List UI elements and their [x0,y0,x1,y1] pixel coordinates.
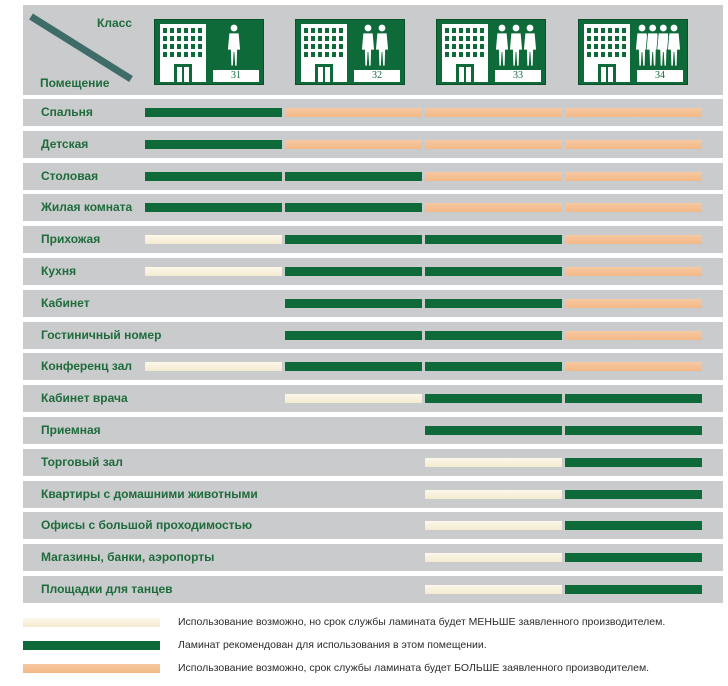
room-label: Прихожая [41,232,101,246]
suitability-bar-more [565,299,702,308]
class-number-label: 32 [354,70,400,82]
legend-text-less: Использование возможно, но срок службы ламината будет МЕНЬШЕ заявленного производителем. [178,616,666,628]
person-icon [376,25,389,66]
room-row [23,226,723,253]
suitability-bar-recommended [425,394,562,403]
suitability-bar-recommended [145,203,282,212]
legend-swatch-more [23,664,160,673]
person-icon [510,25,523,66]
suitability-bar-recommended [285,235,422,244]
suitability-bar-more [565,362,702,371]
room-row [23,385,723,412]
suitability-bar-less [425,553,562,562]
column-axis-label: Класс [97,16,132,30]
suitability-bar-recommended [425,235,562,244]
suitability-bar-recommended [285,172,422,181]
person-icon [362,25,375,66]
class-number-label: 34 [637,70,683,82]
class-icon-3 [436,19,546,85]
building-icon [442,24,488,82]
room-label: Жилая комната [41,200,133,214]
room-label: Кухня [41,264,77,278]
suitability-bar-less [425,585,562,594]
class-number-label: 33 [495,70,541,82]
room-label: Кабинет врача [41,391,128,405]
room-row [23,290,723,317]
room-label: Магазины, банки, аэропорты [41,550,215,564]
suitability-bar-recommended [425,299,562,308]
suitability-bar-less [425,458,562,467]
suitability-bar-recommended [565,490,702,499]
room-label: Офисы с большой проходимостью [41,518,253,532]
room-label: Торговый зал [41,455,123,469]
suitability-bar-recommended [565,458,702,467]
suitability-bar-less [145,235,282,244]
suitability-bar-recommended [425,426,562,435]
suitability-bar-more [285,140,422,149]
class-icon-2 [295,19,405,85]
room-row [23,417,723,444]
legend-swatch-recommended [23,641,160,650]
legend-swatch-less [23,618,160,627]
person-icon [496,25,509,66]
suitability-bar-more [425,140,562,149]
room-row [23,194,723,221]
suitability-bar-recommended [425,267,562,276]
building-icon [584,24,630,82]
suitability-bar-recommended [285,362,422,371]
suitability-bar-recommended [285,203,422,212]
suitability-bar-recommended [425,362,562,371]
class-number-label: 31 [213,70,259,82]
suitability-bar-more [565,267,702,276]
room-label: Конференц зал [41,359,132,373]
room-label: Кабинет [41,296,90,310]
building-icon [160,24,206,82]
suitability-bar-more [565,235,702,244]
suitability-bar-more [425,172,562,181]
room-label: Детская [41,137,89,151]
person-icon [228,25,241,66]
suitability-bar-less [145,362,282,371]
class-icon-1 [154,19,264,85]
suitability-bar-more [565,140,702,149]
suitability-bar-recommended [565,521,702,530]
suitability-bar-recommended [565,585,702,594]
legend-text-recommended: Ламинат рекомендован для использования в этом помещении. [178,639,487,651]
room-row [23,322,723,349]
room-label: Гостиничный номер [41,328,162,342]
suitability-bar-less [145,267,282,276]
suitability-bar-less [425,521,562,530]
suitability-bar-more [565,108,702,117]
suitability-bar-recommended [565,553,702,562]
building-icon [301,24,347,82]
suitability-bar-less [285,394,422,403]
room-row [23,131,723,158]
suitability-bar-recommended [145,172,282,181]
room-label: Квартиры с домашними животными [41,487,258,501]
suitability-bar-more [425,203,562,212]
suitability-bar-less [425,490,562,499]
suitability-bar-more [565,331,702,340]
suitability-bar-more [285,108,422,117]
suitability-bar-recommended [285,267,422,276]
row-axis-label: Помещение [40,76,110,90]
legend-text-more: Использование возможно, срок службы ламината будет БОЛЬШЕ заявленного производителем. [178,662,650,674]
suitability-bar-recommended [565,394,702,403]
person-icon [524,25,537,66]
room-row [23,576,723,603]
suitability-bar-more [565,203,702,212]
suitability-bar-recommended [145,140,282,149]
room-label: Спальня [41,105,93,119]
room-row [23,449,723,476]
room-label: Приемная [41,423,101,437]
room-row [23,353,723,380]
room-label: Площадки для танцев [41,582,173,596]
suitability-bar-recommended [425,331,562,340]
room-row [23,99,723,126]
room-row [23,481,723,508]
person-icon [668,25,681,66]
room-label: Столовая [41,169,99,183]
room-row [23,512,723,539]
suitability-bar-more [565,172,702,181]
room-row [23,258,723,285]
class-icon-4 [578,19,688,85]
suitability-bar-more [425,108,562,117]
room-row [23,544,723,571]
suitability-bar-recommended [285,331,422,340]
room-row [23,163,723,190]
suitability-bar-recommended [145,108,282,117]
suitability-bar-recommended [285,299,422,308]
suitability-bar-recommended [565,426,702,435]
